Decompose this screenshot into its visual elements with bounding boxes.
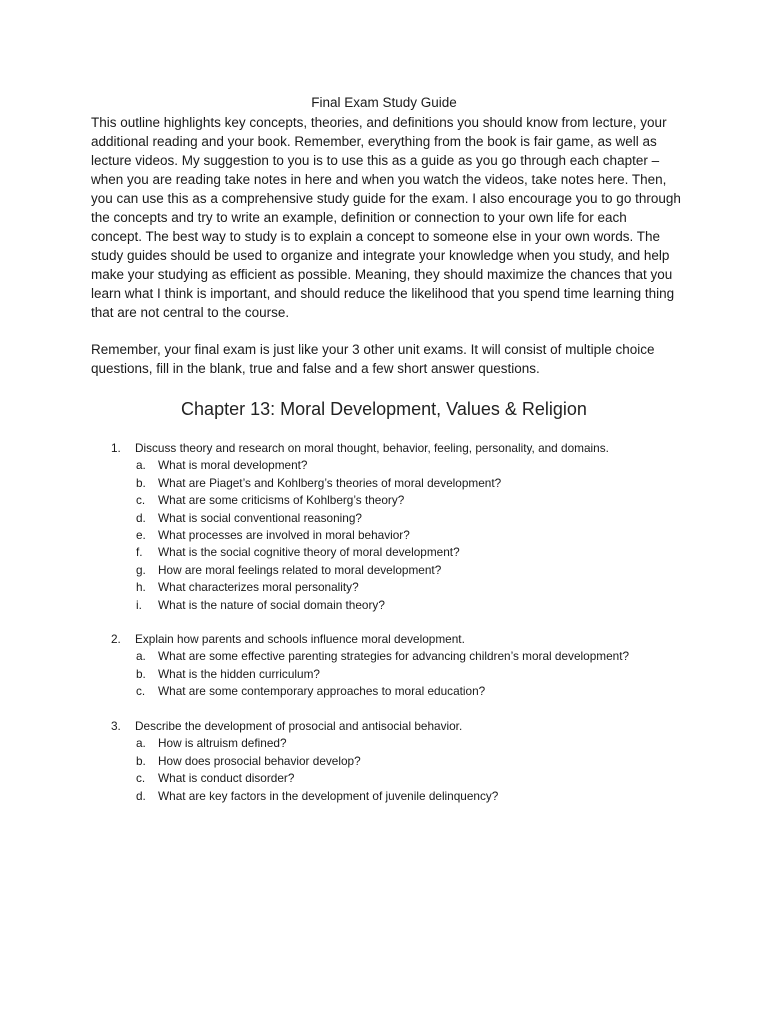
- sub-question-text: What is the nature of social domain theory?: [158, 597, 385, 612]
- sub-question: [111, 753, 711, 770]
- sub-question: [111, 788, 711, 805]
- sub-question-text: What is the hidden curriculum?: [158, 666, 320, 681]
- sub-question-letter: g.: [136, 562, 146, 577]
- sub-question-text: What are some contemporary approaches to moral education?: [158, 684, 486, 699]
- sub-question-text: How is altruism defined?: [158, 736, 287, 751]
- sub-question-letter: b.: [136, 753, 146, 768]
- question-number: 3.: [111, 719, 121, 733]
- sub-question-letter: a.: [136, 736, 146, 751]
- question-number: 1.: [111, 441, 121, 455]
- sub-question: [111, 579, 711, 596]
- document-title: Final Exam Study Guide: [311, 95, 457, 110]
- sub-question-letter: a.: [136, 458, 146, 473]
- sub-question-text: What processes are involved in moral behavior?: [158, 527, 410, 542]
- sub-question: [111, 562, 711, 579]
- sub-question-text: How does prosocial behavior develop?: [158, 753, 361, 768]
- question-number: 2.: [111, 632, 121, 646]
- sub-question-letter: e.: [136, 527, 146, 542]
- sub-question-letter: d.: [136, 510, 146, 525]
- sub-question-text: What are some effective parenting strategies for advancing children’s moral development?: [158, 649, 630, 664]
- sub-question-letter: b.: [136, 475, 146, 490]
- outline-section: [111, 718, 711, 805]
- question-text: Discuss theory and research on moral thought, behavior, feeling, personality, and domains.: [135, 441, 609, 455]
- outline-question: [111, 440, 711, 457]
- sub-question-text: What characterizes moral personality?: [158, 580, 359, 595]
- sub-question-letter: a.: [136, 649, 146, 664]
- sub-question-text: What is moral development?: [158, 458, 308, 473]
- sub-question-letter: f.: [136, 545, 143, 560]
- outline-question: [111, 718, 711, 735]
- sub-question: [111, 475, 711, 492]
- sub-question-text: What are key factors in the development of juvenile delinquency?: [158, 788, 499, 803]
- sub-question-text: What is the social cognitive theory of moral development?: [158, 545, 460, 560]
- sub-question-letter: c.: [136, 684, 146, 699]
- sub-question-letter: i.: [136, 597, 142, 612]
- outline-section: [111, 631, 711, 701]
- sub-question: [111, 457, 711, 474]
- exam-info-paragraph: Remember, your final exam is just like your 3 other unit exams. It will consist of multiple choice questions, fill in the blank, true and false and a few short answer questions.: [91, 342, 655, 376]
- sub-question-text: What are some criticisms of Kohlberg’s theory?: [158, 493, 405, 508]
- question-text: Describe the development of prosocial and antisocial behavior.: [135, 719, 463, 733]
- sub-question: [111, 666, 711, 683]
- sub-question: [111, 527, 711, 544]
- sub-question: [111, 510, 711, 527]
- sub-question-letter: h.: [136, 580, 146, 595]
- sub-question-letter: c.: [136, 493, 146, 508]
- sub-question-text: How are moral feelings related to moral development?: [158, 562, 442, 577]
- sub-question-text: What is conduct disorder?: [158, 771, 295, 786]
- outline-section: [111, 440, 711, 614]
- sub-question: [111, 544, 711, 561]
- sub-question-letter: c.: [136, 771, 146, 786]
- outline-question: [111, 631, 711, 648]
- sub-question: [111, 648, 711, 665]
- sub-question-text: What is social conventional reasoning?: [158, 510, 362, 525]
- chapter-heading: Chapter 13: Moral Development, Values & Religion: [181, 399, 587, 419]
- question-text: Explain how parents and schools influence moral development.: [135, 632, 465, 646]
- sub-question: [111, 597, 711, 614]
- sub-question-letter: d.: [136, 788, 146, 803]
- sub-question: [111, 492, 711, 509]
- sub-question: [111, 770, 711, 787]
- sub-question: [111, 683, 711, 700]
- sub-question-text: What are Piaget’s and Kohlberg’s theories of moral development?: [158, 475, 502, 490]
- intro-paragraph: This outline highlights key concepts, theories, and definitions you should know from lecture, your additional reading and your book. Remember, everything from the book is fair game, as well as lecture videos. My suggestion to you is to use this as a guide as you go through each chapter – when you are reading take notes in here and when you watch the videos, take notes here. Then, you can use this as a comprehensive study guide for the exam. I also encourage you to go through the concepts and try to write an example, definition or connection to your own life for each concept. The best way to study is to explain a concept to someone else in your own words. The study guides should be used to organize and integrate your knowledge when you study, and help make your studying as efficient as possible. Meaning, they should maximize the chances that you learn what I think is important, and should reduce the likelihood that you spend time learning thing that are not central to the course.: [91, 115, 681, 320]
- sub-question-letter: b.: [136, 666, 146, 681]
- sub-question: [111, 735, 711, 752]
